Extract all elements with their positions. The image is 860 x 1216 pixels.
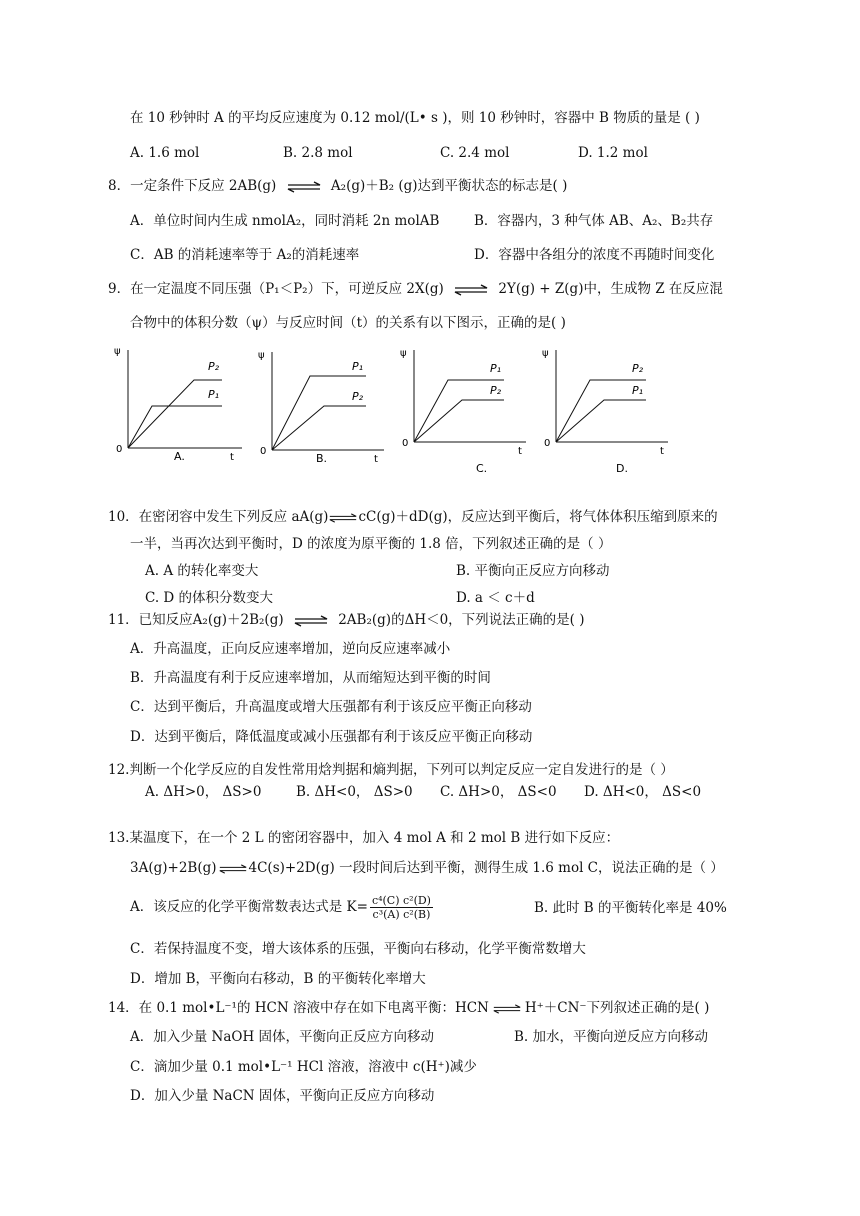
graph-letter: B. — [316, 452, 328, 465]
curve-label-lower: P₁ — [632, 384, 644, 397]
q11-option-b: B．升高温度有利于反应速率增加，从而缩短达到平衡的时间 — [130, 670, 491, 686]
q9-stem-a: 9．在一定温度不同压强（P₁＜P₂）下，可逆反应 2X(g) — [108, 281, 444, 297]
q7-option-c: C. 2.4 mol — [440, 145, 510, 161]
q11-option-c: C．达到平衡后，升高温度或增大压强都有利于该反应平衡正向移动 — [130, 699, 532, 715]
q11-stem-a: 11．已知反应A₂(g)＋2B₂(g) — [108, 612, 284, 628]
q7-option-b: B. 2.8 mol — [283, 145, 353, 161]
equilibrium-arrow-icon — [219, 864, 247, 874]
q13-option-c: C．若保持温度不变，增大该体系的压强，平衡向右移动，化学平衡常数增大 — [130, 941, 586, 957]
fraction-denominator: c³(A) c²(B) — [372, 908, 431, 921]
q11-option-a: A．升高温度，正向反应速率增加，逆向反应速率减小 — [130, 641, 451, 657]
q9-stem-b: 2Y(g) + Z(g)中，生成物 Z 在反应混 — [498, 281, 723, 297]
y-axis-label: ψ — [400, 348, 407, 359]
equilibrium-arrow-icon — [294, 616, 328, 626]
origin-label: 0 — [402, 438, 409, 449]
q7-stem: 在 10 秒钟时 A 的平均反应速度为 0.12 mol/(L• s )，则 10 秒钟时，容器中 B 物质的量是 ( ) — [130, 110, 700, 126]
origin-label: 0 — [544, 438, 551, 449]
q14-stem-a: 14．在 0.1 mol•L⁻¹的 HCN 溶液中存在如下电离平衡：HCN — [108, 1000, 489, 1016]
graph-letter: A. — [174, 450, 185, 463]
q10-stem-a: 10．在密闭容中发生下列反应 aA(g) — [108, 509, 329, 525]
q7-option-d: D. 1.2 mol — [578, 145, 648, 161]
q8-option-b: B．容器内，3 种气体 AB、A₂、B₂共存 — [474, 213, 714, 229]
q9-graph-c — [396, 338, 536, 475]
q8-option-a: A．单位时间内生成 nmolA₂，同时消耗 2n molAB — [130, 213, 440, 229]
q13-option-a — [130, 891, 433, 923]
q11-option-d: D．达到平衡后，降低温度或减小压强都有利于该反应平衡正向移动 — [130, 729, 533, 745]
graph-letter: D. — [616, 462, 628, 475]
q9-stem-line1 — [108, 280, 723, 298]
x-axis-label: t — [374, 454, 378, 465]
q13-option-d: D．增加 B，平衡向右移动，B 的平衡转化率增大 — [130, 971, 426, 987]
q14-option-b: B. 加水，平衡向逆反应方向移动 — [514, 1029, 709, 1045]
q13-stem: 13.某温度下，在一个 2 L 的密闭容器中，加入 4 mol A 和 2 mol B 进行如下反应： — [108, 830, 620, 846]
graph-letter: C. — [476, 462, 488, 475]
x-axis-label: t — [230, 452, 234, 463]
q10-stem-line1 — [108, 508, 718, 526]
q14-option-c: C．滴加少量 0.1 mol•L⁻¹ HCl 溶液，溶液中 c(H⁺)减少 — [130, 1059, 477, 1075]
curve-label-upper: P₂ — [632, 362, 644, 375]
q13-eq-a: 3A(g)+2B(g) — [130, 860, 217, 876]
q10-stem-b: cC(g)＋dD(g)，反应达到平衡后，将气体体积压缩到原来的 — [358, 509, 718, 525]
equilibrium-constant-fraction — [370, 894, 433, 921]
equilibrium-arrow-icon — [287, 182, 321, 192]
q10-option-b: B. 平衡向正反应方向移动 — [456, 563, 610, 579]
x-axis-label: t — [660, 446, 664, 457]
q14-option-d: D．加入少量 NaCN 固体，平衡向正反应方向移动 — [130, 1088, 435, 1104]
q12-option-a: A. ΔH>0， ΔS>0 — [145, 784, 262, 800]
q11-stem-b: 2AB₂(g)的ΔH＜0，下列说法正确的是( ) — [338, 612, 585, 628]
y-axis-label: ψ — [542, 348, 549, 359]
curve-label-upper: P₁ — [352, 360, 364, 373]
equilibrium-arrow-icon — [454, 285, 488, 295]
q8-stem-b: A₂(g)＋B₂ (g)达到平衡状态的标志是( ) — [330, 178, 568, 194]
q8-stem-a: 8．一定条件下反应 2AB(g) — [108, 178, 277, 194]
q11-stem — [108, 611, 585, 629]
q14-stem-b: H⁺＋CN⁻下列叙述正确的是( ) — [524, 1000, 710, 1016]
q8-option-c: C．AB 的消耗速率等于 A₂的消耗速率 — [130, 247, 360, 263]
q10-option-c: C. D 的体积分数变大 — [145, 590, 274, 606]
y-axis-label: ψ — [258, 350, 265, 361]
q12-option-d: D. ΔH<0， ΔS<0 — [584, 784, 702, 800]
curve-label-lower: P₂ — [490, 384, 502, 397]
q12-option-b: B. ΔH<0， ΔS>0 — [296, 784, 413, 800]
q14-option-a: A．加入少量 NaOH 固体，平衡向正反应方向移动 — [130, 1029, 435, 1045]
q7-option-a: A. 1.6 mol — [130, 145, 200, 161]
q13-option-b: B. 此时 B 的平衡转化率是 40% — [534, 900, 727, 916]
curve-label-upper: P₁ — [490, 362, 502, 375]
q12-stem: 12.判断一个化学反应的自发性常用焓判据和熵判据，下列可以判定反应一定自发进行的是（ ） — [108, 762, 674, 778]
q14-stem — [108, 999, 709, 1017]
origin-label: 0 — [260, 446, 267, 457]
q10-stem-line2: 一半，当再次达到平衡时，D 的浓度为原平衡的 1.8 倍，下列叙述正确的是（ ） — [130, 536, 612, 552]
q9-graph-b — [254, 342, 394, 466]
q9-graph-a — [112, 342, 252, 466]
fraction-numerator: c⁴(C) c²(D) — [371, 894, 431, 907]
x-axis-label: t — [518, 446, 522, 457]
q8-stem — [108, 177, 567, 195]
curve-label-upper: P₂ — [208, 360, 220, 373]
q9-stem-line2: 合物中的体积分数（ψ）与反应时间（t）的关系有以下图示，正确的是( ) — [130, 315, 566, 331]
q9-graph-d — [538, 338, 678, 475]
y-axis-label: ψ — [114, 346, 121, 357]
q13-option-a-prefix: A．该反应的化学平衡常数表达式是 K= — [130, 899, 368, 915]
q12-option-c: C. ΔH>0， ΔS<0 — [440, 784, 557, 800]
q8-option-d: D．容器中各组分的浓度不再随时间变化 — [474, 247, 715, 263]
q13-equation — [130, 859, 724, 877]
q13-eq-b: 4C(s)+2D(g) 一段时间后达到平衡，测得生成 1.6 mol C，说法正确的是（ ） — [248, 860, 724, 876]
equilibrium-arrow-icon — [329, 513, 357, 523]
q10-option-d: D. a ＜ c＋d — [456, 590, 535, 606]
equilibrium-arrow-icon — [493, 1004, 521, 1014]
q10-option-a: A. A 的转化率变大 — [145, 563, 259, 579]
origin-label: 0 — [116, 444, 123, 455]
curve-label-lower: P₁ — [208, 388, 220, 401]
curve-label-lower: P₂ — [352, 390, 364, 403]
